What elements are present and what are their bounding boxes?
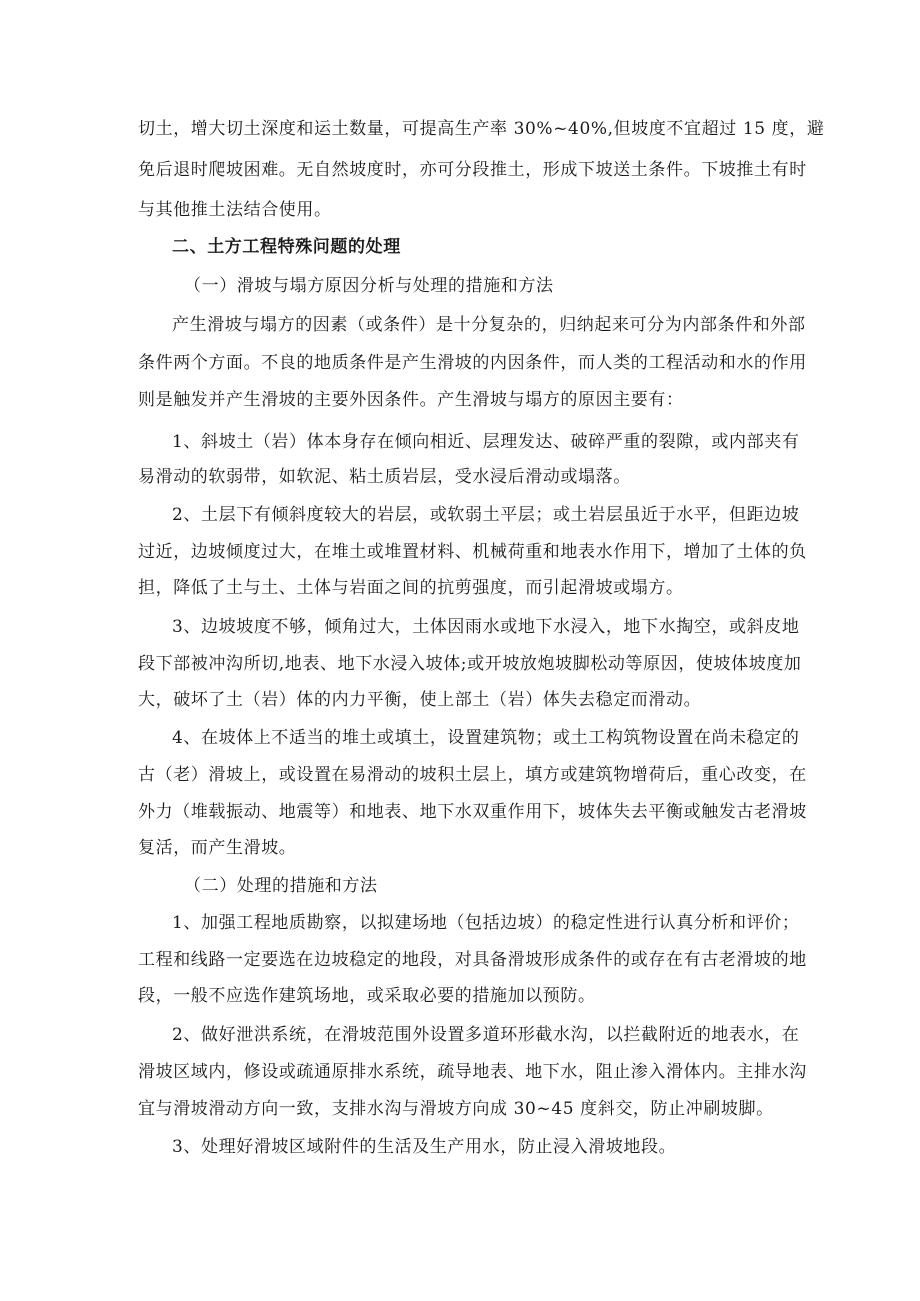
text-line: 易滑动的软弱带，如软泥、粘土质岩层，受水浸后滑动或塌落。 — [138, 467, 631, 487]
subsection-title: （二）处理的措施和方法 — [184, 876, 378, 896]
subsection-title: （一）滑坡与塌方原因分析与处理的措施和方法 — [184, 276, 554, 296]
text-line: 免后退时爬坡困难。无自然坡度时，亦可分段推土，形成下坡送土条件。下坡推土有时 — [138, 160, 807, 180]
text-line: 外力（堆载振动、地震等）和地表、地下水双重作用下，坡体失去平衡或触发古老滑坡 — [138, 802, 807, 822]
text-line: 3、处理好滑坡区域附件的生活及生产用水，防止浸入滑坡地段。 — [172, 1137, 677, 1157]
text-line: 大，破坏了土（岩）体的内力平衡，使上部土（岩）体失去稳定而滑动。 — [138, 690, 702, 710]
text-line: 滑坡区域内，修设或疏通原排水系统，疏导地表、地下水，阻止渗入滑体内。主排水沟 — [138, 1062, 807, 1082]
text-line: 条件两个方面。不良的地质条件是产生滑坡的内因条件，而人类的工程活动和水的作用 — [138, 353, 807, 373]
text-line: 3、边坡坡度不够，倾角过大，土体因雨水或地下水浸入，地下水掏空，或斜皮地 — [172, 617, 800, 637]
text-line: 切土，增大切土深度和运土数量，可提高生产率 30%~40%,但坡度不宜超过 15 度，避 — [138, 119, 825, 139]
text-line: 2、做好泄洪系统，在滑坡范围外设置多道环形截水沟，以拦截附近的地表水，在 — [172, 1025, 800, 1045]
text-line: 担，降低了土与土、土体与岩面之间的抗剪强度，而引起滑坡或塌方。 — [138, 578, 684, 598]
text-line: 1、斜坡土（岩）体本身存在倾向相近、层理发达、破碎严重的裂隙，或内部夹有 — [172, 432, 800, 452]
text-line: 过近，边坡倾度过大，在堆土或堆置材料、机械荷重和地表水作用下，增加了土体的负 — [138, 542, 807, 562]
section-title: 二、土方工程特殊问题的处理 — [172, 237, 401, 257]
text-line: 2、土层下有倾斜度较大的岩层，或软弱土平层；或土岩层虽近于水平，但距边坡 — [172, 505, 800, 525]
text-line: 段下部被冲沟所切,地表、地下水浸入坡体;或开坡放炮坡脚松动等原因，使坡体坡度加 — [138, 654, 802, 674]
text-line: 段，一般不应选作建筑场地，或采取必要的措施加以预防。 — [138, 986, 596, 1006]
text-line: 产生滑坡与塌方的因素（或条件）是十分复杂的，归纳起来可分为内部条件和外部 — [172, 315, 806, 335]
text-line: 古（老）滑坡上，或设置在易滑动的坡积土层上，填方或建筑物增荷后，重心改变，在 — [138, 765, 807, 785]
text-line: 复活，而产生滑坡。 — [138, 838, 297, 858]
text-line: 1、加强工程地质勘察，以拟建场地（包括边坡）的稳定性进行认真分析和评价； — [172, 913, 800, 933]
text-line: 工程和线路一定要选在边坡稳定的地段，对具备滑坡形成条件的或存在有古老滑坡的地 — [138, 950, 807, 970]
text-line: 与其他推土法结合使用。 — [138, 200, 332, 220]
text-line: 4、在坡体上不适当的堆土或填土，设置建筑物；或土工构筑物设置在尚未稳定的 — [172, 728, 800, 748]
text-line: 则是触发并产生滑坡的主要外因条件。产生滑坡与塌方的原因主要有： — [138, 390, 684, 410]
text-line: 宜与滑坡滑动方向一致，支排水沟与滑坡方向成 30~45 度斜交，防止冲刷坡脚。 — [138, 1099, 774, 1119]
